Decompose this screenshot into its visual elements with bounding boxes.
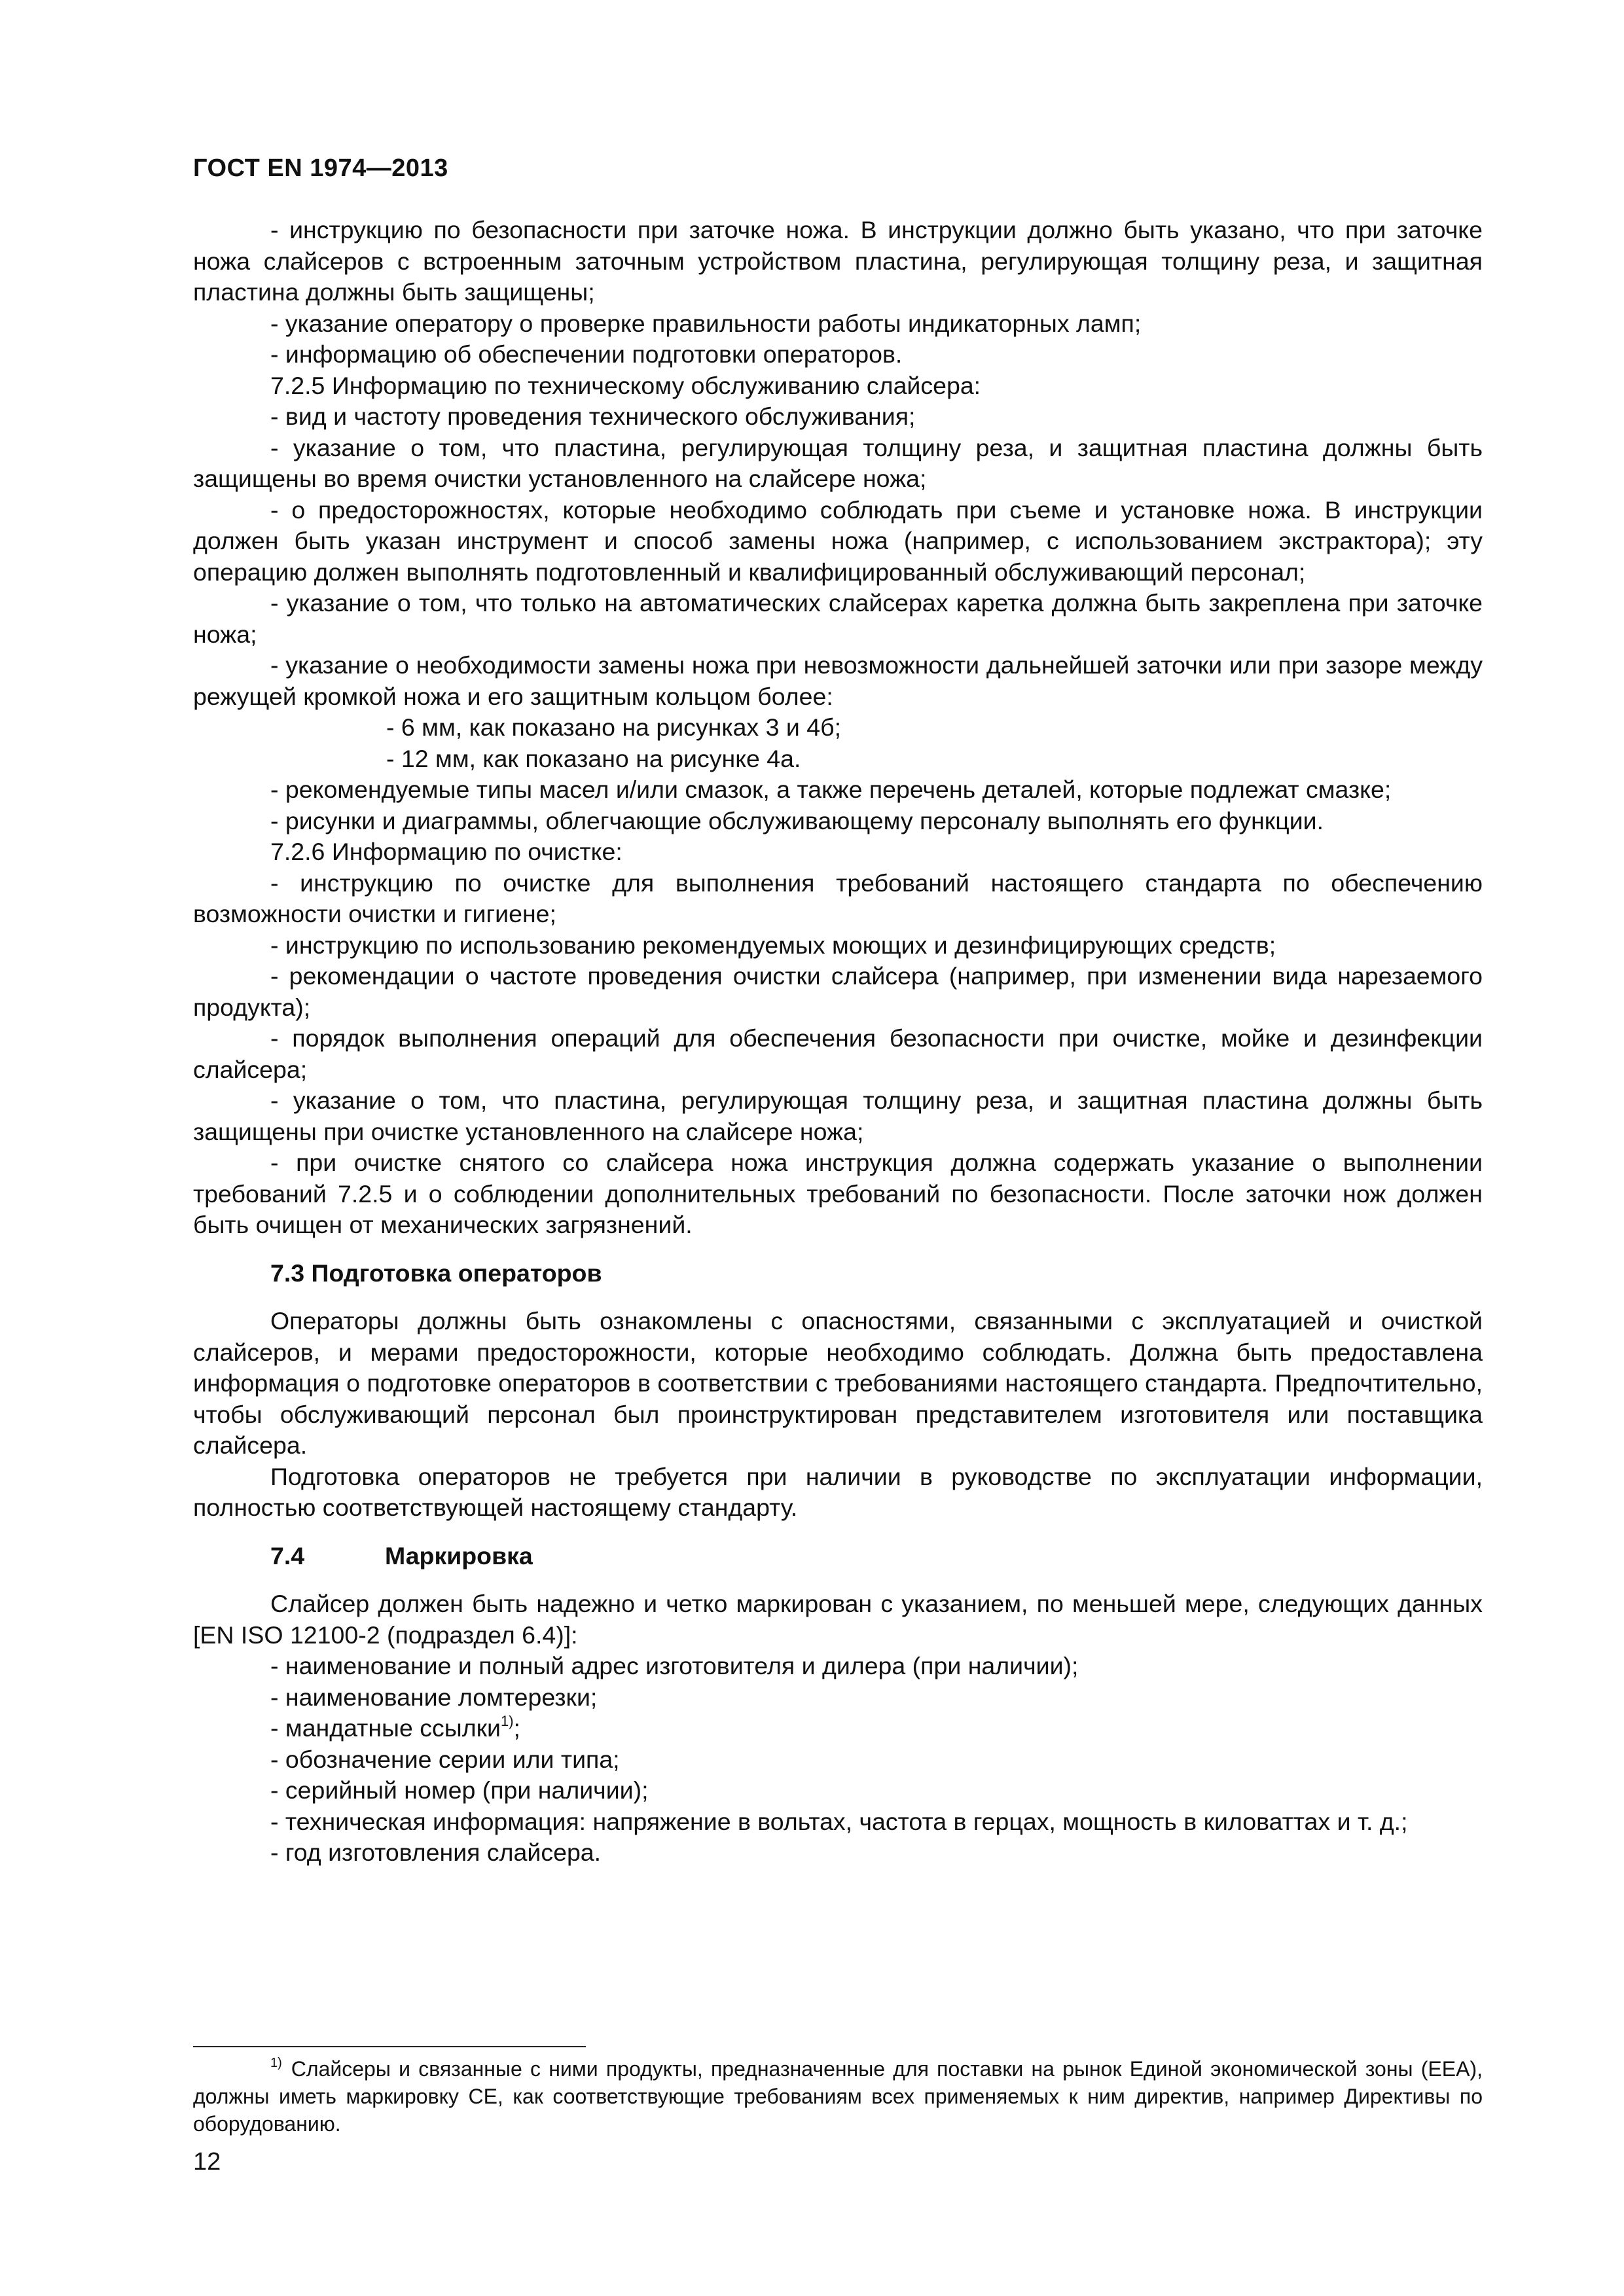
paragraph (193, 495, 1483, 588)
paragraph-text-tail: ; (513, 1714, 520, 1742)
paragraph (193, 1713, 1483, 1744)
paragraph (193, 1462, 1483, 1524)
paragraph-text: - рекомендуемые типы масел и/или смазок, а также перечень деталей, которые подлежат смазке; (270, 776, 1392, 803)
paragraph-text: - обозначение серии или типа; (270, 1745, 620, 1773)
paragraph (193, 1651, 1483, 1682)
paragraph-text: - порядок выполнения операций для обеспечения безопасности при очистке, мойке и дезинфекции слайсера; (193, 1024, 1483, 1083)
paragraph (193, 806, 1483, 837)
paragraph-text: - рекомендации о частоте проведения очистки слайсера (например, при изменении вида нарезаемого продукта); (193, 962, 1483, 1021)
paragraph (193, 308, 1483, 340)
page-number: 12 (193, 2148, 221, 2176)
paragraph (193, 215, 1483, 308)
paragraph (193, 1682, 1483, 1713)
paragraph-text: Операторы должны быть ознакомлены с опасностями, связанными с эксплуатацией и очисткой слайсеров, и мерами предосторожности, которые необходимо соблюдать. Должна быть предоставлена информация о подготовке операторов в соответствии с требованиями настоящего стандарта. Предпочтительно, чтобы обслуживающий персонал был проинструктирован представителем изготовителя или поставщика слайсера. (193, 1307, 1483, 1459)
paragraph-text: - наименование и полный адрес изготовителя и дилера (при наличии); (270, 1652, 1079, 1679)
paragraph (193, 1306, 1483, 1462)
paragraph (193, 588, 1483, 650)
paragraph-text: - указание о том, что только на автоматических слайсерах каретка должна быть закреплена при заточке ножа; (193, 589, 1483, 648)
footnote (193, 2055, 1483, 2138)
paragraph-text: - о предосторожностях, которые необходимо соблюдать при съеме и установке ножа. В инструкции должен быть указан инструмент и способ замены ножа (например, с использованием экстрактора); эту операцию должен выполнять подготовленный и квалифицированный обслуживающий персонал; (193, 495, 1483, 586)
paragraph-text: - указание о необходимости замены ножа при невозможности дальнейшей заточки или при зазоре между режущей кромкой ножа и его защитным кольцом более: (193, 651, 1483, 710)
paragraph (193, 1744, 1483, 1776)
paragraph-text: - при очистке снятого со слайсера ножа инструкция должна содержать указание о выполнении требований 7.2.5 и о соблюдении дополнительных требований по безопасности. После заточки нож должен быть очищен от механических загрязнений. (193, 1149, 1483, 1238)
paragraph-text: - указание о том, что пластина, регулирующая толщину реза, и защитная пластина должны быть защищены при очистке установленного на слайсере ножа; (193, 1086, 1483, 1145)
document-body (193, 215, 1483, 1869)
paragraph (193, 836, 1483, 868)
paragraph (193, 1775, 1483, 1806)
list-sub-item (193, 744, 1483, 775)
paragraph-text: - 12 мм, как показано на рисунке 4а. (386, 744, 801, 772)
paragraph-text: Подготовка операторов не требуется при наличии в руководстве по эксплуатации информации, полностью соответствующей настоящему стандарту. (193, 1462, 1483, 1521)
paragraph (193, 1147, 1483, 1241)
section-number: 7.4 (270, 1541, 305, 1570)
paragraph (193, 961, 1483, 1023)
paragraph-text: - информацию об обеспечении подготовки операторов. (270, 340, 903, 368)
paragraph (193, 1085, 1483, 1147)
paragraph-text: - инструкцию по использованию рекомендуемых моющих и дезинфицирующих средств; (270, 931, 1276, 959)
paragraph (193, 650, 1483, 712)
paragraph (193, 930, 1483, 961)
paragraph (193, 868, 1483, 930)
document-header: ГОСТ EN 1974—2013 (193, 154, 448, 182)
paragraph (193, 774, 1483, 806)
section-title: Маркировка (385, 1541, 533, 1570)
paragraph-text: - рисунки и диаграммы, облегчающие обслуживающему персоналу выполнять его функции. (270, 806, 1324, 834)
paragraph-text: - наименование ломтерезки; (270, 1683, 598, 1711)
paragraph (193, 1806, 1483, 1838)
paragraph-text: - 6 мм, как показано на рисунках 3 и 4б; (386, 713, 841, 741)
paragraph-text: 7.2.5 Информацию по техническому обслуживанию слайсера: (270, 371, 981, 399)
paragraph (193, 370, 1483, 402)
paragraph-text: 7.2.6 Информацию по очистке: (270, 838, 623, 865)
footnote-text: Слайсеры и связанные с ними продукты, предназначенные для поставки на рынок Единой экономической зоны (EEA), должны иметь маркировку CE, как соответствующие требованиям всех применяемых к ним директив, например Директивы по оборудованию. (193, 2057, 1483, 2136)
list-sub-item (193, 712, 1483, 744)
paragraph-text: - указание о том, что пластина, регулирующая толщину реза, и защитная пластина должны быть защищены во время очистки установленного на слайсере ножа; (193, 433, 1483, 492)
paragraph (193, 1023, 1483, 1085)
footnote-reference: 1) (500, 1713, 514, 1729)
section-heading (193, 1258, 1483, 1289)
footnote-separator (193, 2046, 586, 2047)
paragraph-text: - серийный номер (при наличии); (270, 1776, 649, 1804)
paragraph-text: - вид и частоту проведения технического обслуживания; (270, 403, 916, 430)
paragraph-text: - инструкцию по очистке для выполнения требований настоящего стандарта по обеспечению возможности очистки и гигиене; (193, 869, 1483, 927)
paragraph-text: - мандатные ссылки (270, 1714, 501, 1742)
paragraph-text: - указание оператору о проверке правильности работы индикаторных ламп; (270, 309, 1142, 337)
paragraph (193, 401, 1483, 433)
paragraph-text: Слайсер должен быть надежно и четко маркирован с указанием, по меньшей мере, следующих данных [EN ISO 12100-2 (подраздел 6.4)]: (193, 1590, 1483, 1649)
paragraph-text: - инструкцию по безопасности при заточке ножа. В инструкции должно быть указано, что при заточке ножа слайсеров с встроенным заточным устройством пластина, регулирующая толщину реза, и защитная пластина должны быть защищены; (193, 216, 1483, 306)
section-title: 7.3 Подготовка операторов (270, 1259, 602, 1287)
paragraph (193, 433, 1483, 495)
footnote-marker: 1) (270, 2056, 282, 2070)
paragraph (193, 1837, 1483, 1869)
section-heading (193, 1541, 1483, 1572)
paragraph-text: - год изготовления слайсера. (270, 1839, 602, 1866)
paragraph (193, 1588, 1483, 1651)
paragraph-text: - техническая информация: напряжение в вольтах, частота в герцах, мощность в киловаттах и т. д.; (270, 1807, 1408, 1835)
paragraph (193, 339, 1483, 370)
